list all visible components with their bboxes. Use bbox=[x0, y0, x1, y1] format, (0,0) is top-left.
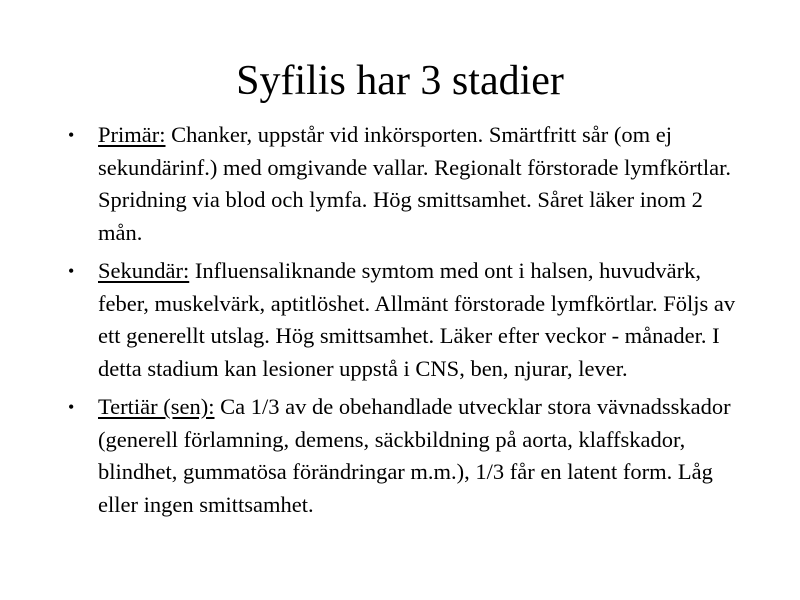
bullet-item-primary bbox=[58, 119, 748, 249]
stage-description: Influensaliknande symtom med ont i halsen, huvudvärk, feber, muskelvärk, aptitlöshet. Allmänt förstorade lymfkörtlar. Följs av ett generellt utslag. Hög smittsamhet. Läker efter veckor - månader. I detta stadium kan lesioner uppstå i CNS, ben, njurar, lever. bbox=[98, 258, 736, 381]
bullet-icon: • bbox=[68, 261, 75, 281]
bullet-icon: • bbox=[68, 125, 75, 145]
stage-term: Primär: bbox=[98, 122, 166, 147]
bullet-item-tertiary bbox=[58, 391, 748, 521]
stage-term: Sekundär: bbox=[98, 258, 190, 283]
stage-term: Tertiär (sen): bbox=[98, 394, 215, 419]
stage-description: Chanker, uppstår vid inkörsporten. Smärtfritt sår (om ej sekundärinf.) med omgivande vallar. Regionalt förstorade lymfkörtlar. Spridning via blod och lymfa. Hög smittsamhet. Såret läker inom 2 mån. bbox=[98, 122, 731, 245]
stage-description: Ca 1/3 av de obehandlade utvecklar stora vävnadsskador (generell förlamning, demens, säckbildning på aorta, klaffskador, blindhet, gummatösa förändringar m.m.), 1/3 får en latent form. Låg eller ingen smittsamhet. bbox=[98, 394, 731, 517]
bullet-icon: • bbox=[68, 397, 75, 417]
bullet-item-secondary bbox=[58, 255, 748, 385]
slide-title: Syfilis har 3 stadier bbox=[236, 58, 564, 104]
bullet-list bbox=[58, 119, 748, 527]
